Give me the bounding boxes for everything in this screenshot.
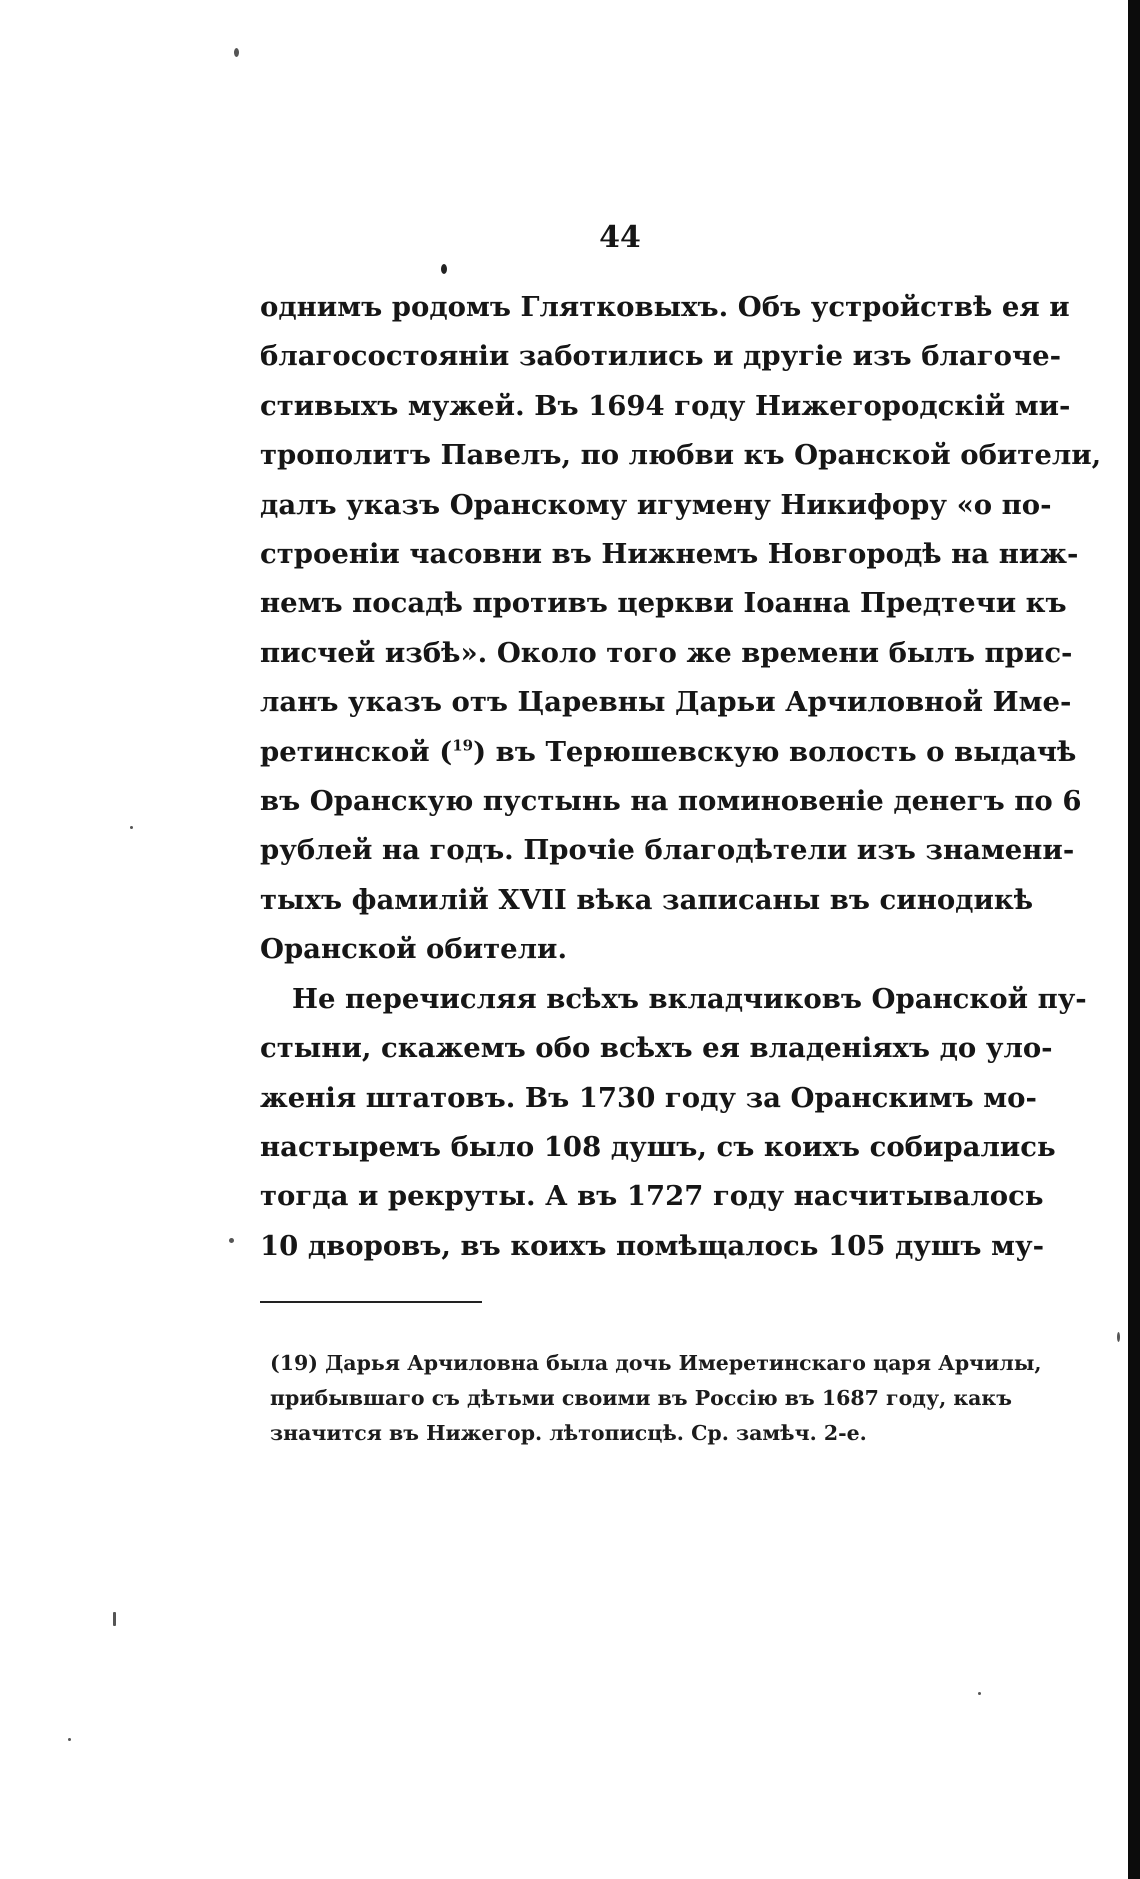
- scan-speck: [1117, 1332, 1120, 1342]
- footnote-ref: 19: [452, 736, 474, 755]
- body-line: стыни, скажемъ обо всѣхъ ея владеніяхъ до уло-: [260, 1032, 1053, 1065]
- body-line: настыремъ было 108 душъ, съ коихъ собирались: [260, 1130, 1056, 1163]
- body-line: Не перечисляя всѣхъ вкладчиковъ Оранской пу-: [292, 982, 1087, 1015]
- scan-speck: [978, 1692, 981, 1695]
- page-number: 44: [599, 220, 641, 255]
- footnote: [270, 1346, 1042, 1451]
- body-line: женія штатовъ. Въ 1730 году за Оранскимъ мо-: [260, 1081, 1037, 1114]
- body-line: однимъ родомъ Глятковыхъ. Объ устройствѣ ея и: [260, 291, 1070, 323]
- body-line: трополитъ Павелъ, по любви къ Оранской обители,: [260, 439, 1102, 472]
- body-line: благосостояніи заботились и другіе изъ благоче-: [260, 340, 1061, 373]
- scan-speck: [130, 826, 133, 829]
- footnote-line: (19) Дарья Арчиловна была дочь Имеретинскаго царя Арчилы,: [270, 1351, 1042, 1375]
- scan-speck: [234, 48, 239, 57]
- body-line: далъ указъ Оранскому игумену Никифору «о по-: [260, 488, 1052, 521]
- body-line-with-footnote-ref: [260, 728, 1077, 777]
- body-line: немъ посадѣ противъ церкви Іоанна Предтечи къ: [260, 587, 1067, 620]
- body-line: ланъ указъ отъ Царевны Дарьи Арчиловной Име-: [260, 686, 1072, 719]
- body-line: стивыхъ мужей. Въ 1694 году Нижегородскій ми-: [260, 389, 1071, 422]
- footnote-line: прибывшаго съ дѣтьми своими въ Россію въ 1687 году, какъ: [270, 1386, 1012, 1410]
- body-line: рублей на годъ. Прочіе благодѣтели изъ знамени-: [260, 834, 1075, 867]
- body-line: тогда и рекруты. А въ 1727 году насчитывалось: [260, 1180, 1044, 1213]
- footnote-divider: [260, 1301, 482, 1303]
- body-line-part: ретинской (: [260, 735, 453, 768]
- footnote-line: значится въ Нижегор. лѣтописцѣ. Ср. замѣч. 2-е.: [270, 1421, 867, 1445]
- body-line: въ Оранскую пустынь на поминовеніе денегъ по 6: [260, 785, 1082, 818]
- page-edge-shadow: [1128, 0, 1140, 1879]
- body-line: строеніи часовни въ Нижнемъ Новгородѣ на ниж-: [260, 538, 1079, 571]
- scan-speck: [229, 1238, 234, 1243]
- body-line-part: ) въ Терюшевскую волость о выдачѣ: [473, 735, 1077, 768]
- body-line: писчей избѣ». Около того же времени былъ прис-: [260, 636, 1073, 669]
- scan-speck: [113, 1612, 116, 1626]
- body-text: [260, 283, 1102, 1271]
- body-line: тыхъ фамилій XVII вѣка записаны въ синодикѣ: [260, 883, 1034, 916]
- scan-speck: [441, 264, 447, 274]
- body-line: Оранской обители.: [260, 933, 568, 966]
- scan-speck: [68, 1738, 71, 1741]
- body-line: 10 дворовъ, въ коихъ помѣщалось 105 душъ му-: [260, 1229, 1045, 1262]
